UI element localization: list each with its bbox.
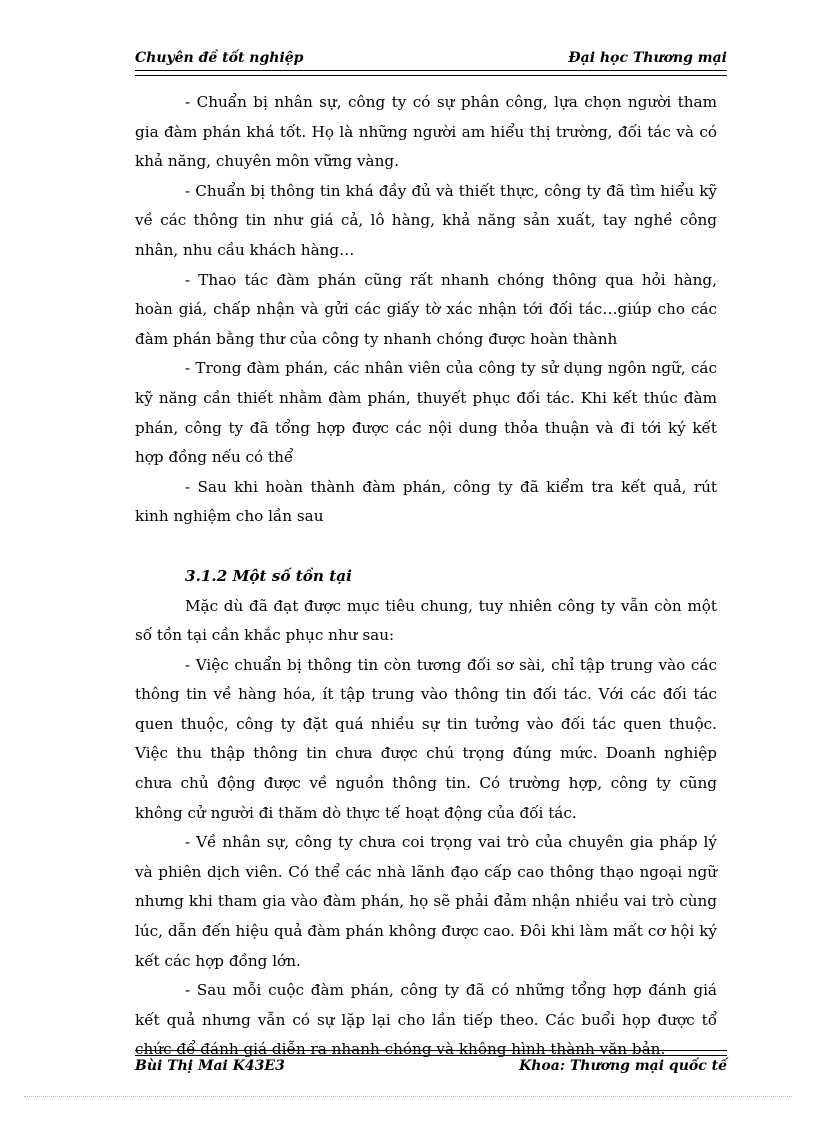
footer-author: Bùi Thị Mai K43E3 bbox=[135, 1058, 285, 1074]
page-header bbox=[135, 50, 727, 70]
paragraph: - Việc chuẩn bị thông tin còn tương đối sơ sài, chỉ tập trung vào các thông tin về hàng hóa, ít tập trung vào thông tin đối tác. Với các đối tác quen thuộc, công ty đặt quá nhiều sự tin tưởng vào đối tác quen thuộc. Việc thu thập thông tin chưa được chú trọng đúng mức. Doanh nghiệp chưa chủ động được về nguồn thông tin. Có trường hợp, công ty cũng không cử người đi thăm dò thực tế hoạt động của đối tác. bbox=[135, 655, 717, 822]
paragraph: - Thao tác đàm phán cũng rất nhanh chóng thông qua hỏi hàng, hoàn giá, chấp nhận và gửi các giấy tờ xác nhận tới đối tác…giúp cho các đàm phán bằng thư của công ty nhanh chóng được hoàn thành bbox=[135, 270, 717, 348]
section-heading: 3.1.2 Một số tồn tại bbox=[185, 566, 352, 585]
paragraph: - Chuẩn bị thông tin khá đầy đủ và thiết thực, công ty đã tìm hiểu kỹ về các thông tin như giá cả, lô hàng, khả năng sản xuất, tay nghề công nhân, nhu cầu khách hàng… bbox=[135, 181, 717, 259]
page-footer bbox=[135, 1058, 727, 1078]
footer-divider bbox=[135, 1050, 727, 1056]
page-bottom-dotted-line bbox=[24, 1096, 792, 1097]
spacer bbox=[135, 532, 717, 562]
paragraph: - Trong đàm phán, các nhân viên của công ty sử dụng ngôn ngữ, các kỹ năng cần thiết nhằm đàm phán, thuyết phục đối tác. Khi kết thúc đàm phán, công ty đã tổng hợp được các nội dung thỏa thuận và đi tới ký kết hợp đồng nếu có thể bbox=[135, 359, 717, 467]
paragraph: Mặc dù đã đạt được mục tiêu chung, tuy nhiên công ty vẫn còn một số tồn tại cần khắc phục như sau: bbox=[135, 596, 717, 645]
paragraph: - Về nhân sự, công ty chưa coi trọng vai trò của chuyên gia pháp lý và phiên dịch viên. Có thể các nhà lãnh đạo cấp cao thông thạo ngoại ngữ nhưng khi tham gia vào đàm phán, họ sẽ phải đảm nhận nhiều vai trò cùng lúc, dẫn đến hiệu quả đàm phán không được cao. Đôi khi làm mất cơ hội ký kết các hợp đồng lớn. bbox=[135, 833, 717, 970]
document-body bbox=[135, 88, 717, 1065]
header-left-title: Chuyên đề tốt nghiệp bbox=[135, 50, 304, 66]
paragraph: - Sau mỗi cuộc đàm phán, công ty đã có những tổng hợp đánh giá kết quả nhưng vẫn có sự lặp lại cho lần tiếp theo. Các buổi họp được tổ chức để đánh giá diễn ra nhanh chóng và không hình thành văn bản. bbox=[135, 981, 717, 1059]
footer-faculty: Khoa: Thương mại quốc tế bbox=[519, 1058, 727, 1074]
header-divider bbox=[135, 70, 727, 76]
paragraph: - Sau khi hoàn thành đàm phán, công ty đã kiểm tra kết quả, rút kinh nghiệm cho lần sau bbox=[135, 477, 717, 526]
header-right-title: Đại học Thương mại bbox=[568, 50, 727, 66]
paragraph: - Chuẩn bị nhân sự, công ty có sự phân công, lựa chọn người tham gia đàm phán khá tốt. Họ là những người am hiểu thị trường, đối tác và có khả năng, chuyên môn vững vàng. bbox=[135, 93, 717, 171]
